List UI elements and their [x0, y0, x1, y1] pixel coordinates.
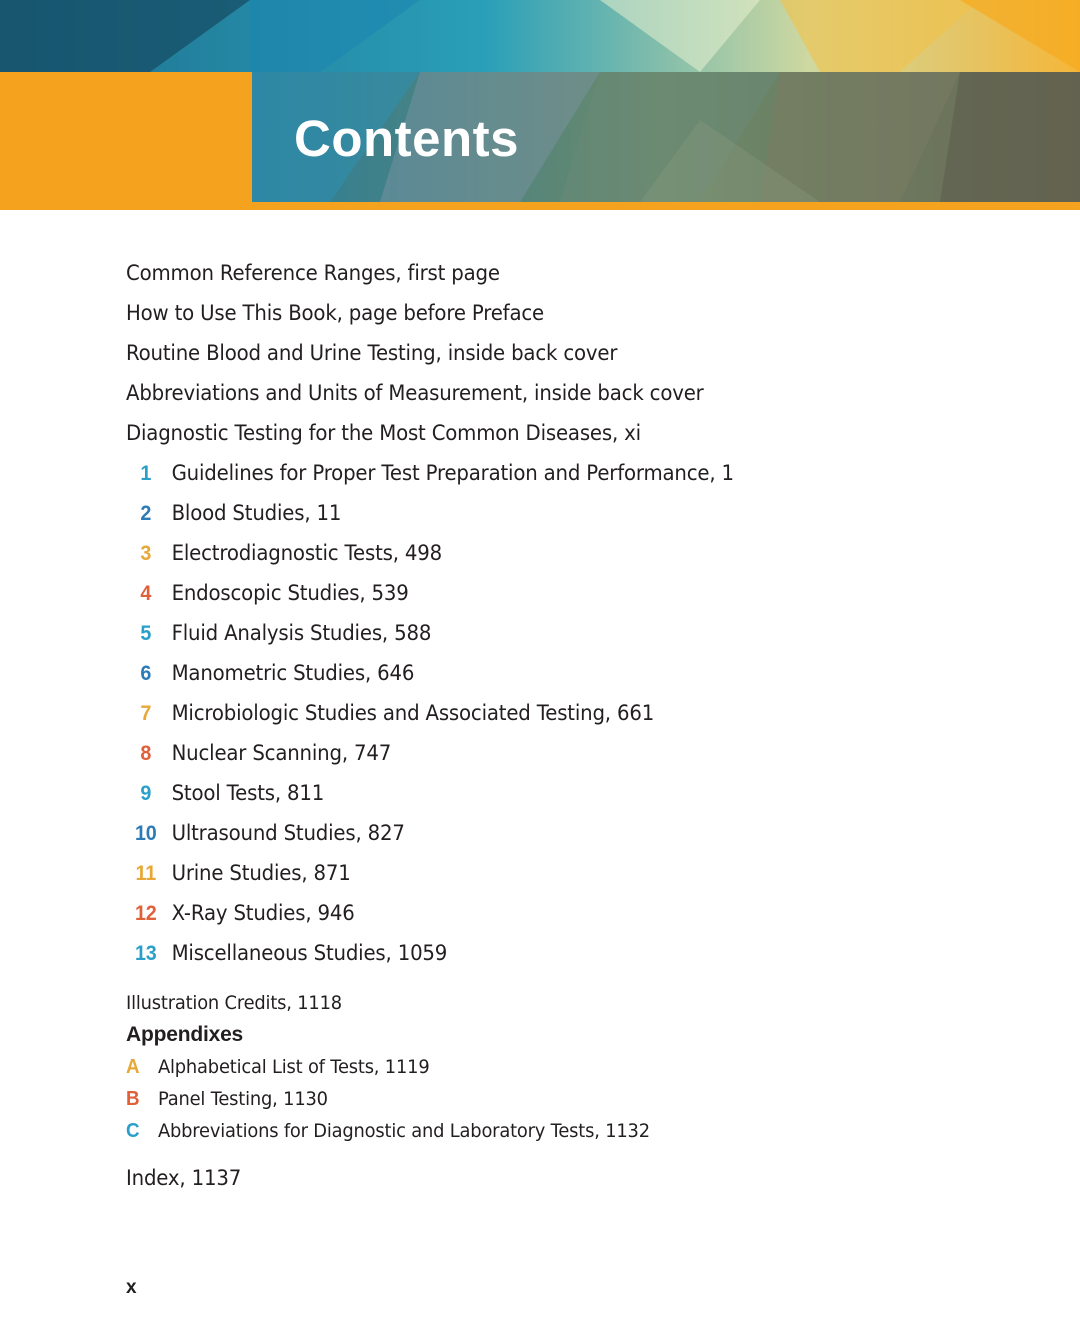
- chapter-number: 10: [134, 822, 157, 845]
- toc-entry-reference-ranges[interactable]: Common Reference Ranges, first page: [126, 261, 500, 285]
- page-number: x: [126, 1277, 137, 1298]
- toc-entry-diagnostic-testing[interactable]: Diagnostic Testing for the Most Common Diseases, xi: [126, 421, 641, 445]
- chapter-entry[interactable]: [126, 898, 355, 929]
- chapter-title: Microbiologic Studies and Associated Testing, 661: [171, 701, 655, 725]
- chapter-title: Miscellaneous Studies, 1059: [171, 941, 448, 965]
- appendix-title: Abbreviations for Diagnostic and Laboratory Tests, 1132: [157, 1120, 650, 1142]
- chapter-title: Nuclear Scanning, 747: [171, 741, 392, 765]
- toc-entry-index[interactable]: Index, 1137: [126, 1166, 242, 1190]
- header-banner: [0, 0, 1080, 210]
- chapter-number: 9: [140, 782, 152, 805]
- chapter-title: Manometric Studies, 646: [171, 661, 415, 685]
- page-title: Contents: [294, 110, 519, 167]
- chapter-title: Blood Studies, 11: [171, 501, 342, 525]
- chapter-title: Urine Studies, 871: [171, 861, 351, 885]
- chapter-number: 3: [140, 542, 152, 565]
- toc-entry-illustration-credits[interactable]: Illustration Credits, 1118: [126, 992, 342, 1014]
- banner-graphic: [0, 0, 1080, 210]
- chapter-entry[interactable]: [126, 658, 414, 689]
- appendix-letter: B: [126, 1088, 140, 1110]
- appendix-entry[interactable]: [126, 1052, 430, 1082]
- chapter-title: Stool Tests, 811: [171, 781, 325, 805]
- chapter-entry[interactable]: [126, 778, 324, 809]
- chapter-entry[interactable]: [126, 738, 391, 769]
- chapter-entry[interactable]: [126, 618, 431, 649]
- appendixes-heading: Appendixes: [126, 1023, 244, 1046]
- chapter-entry[interactable]: [126, 498, 341, 529]
- chapter-title: Ultrasound Studies, 827: [171, 821, 405, 845]
- appendix-letter: A: [126, 1056, 140, 1078]
- chapter-title: Guidelines for Proper Test Preparation and Performance, 1: [171, 461, 734, 485]
- chapter-title: Endoscopic Studies, 539: [171, 581, 409, 605]
- appendix-entry[interactable]: [126, 1116, 650, 1146]
- chapter-title: Electrodiagnostic Tests, 498: [171, 541, 443, 565]
- chapter-number: 13: [134, 942, 157, 965]
- chapter-number: 5: [140, 622, 152, 645]
- chapter-title: X-Ray Studies, 946: [171, 901, 355, 925]
- chapter-number: 6: [140, 662, 152, 685]
- chapter-number: 12: [134, 902, 157, 925]
- chapter-entry[interactable]: [126, 458, 734, 489]
- chapter-entry[interactable]: [126, 698, 654, 729]
- appendix-title: Alphabetical List of Tests, 1119: [157, 1056, 430, 1078]
- chapter-number: 2: [140, 502, 152, 525]
- chapter-number: 7: [140, 702, 152, 725]
- chapter-entry[interactable]: [126, 818, 405, 849]
- chapter-entry[interactable]: [126, 538, 442, 569]
- appendix-title: Panel Testing, 1130: [157, 1088, 328, 1110]
- chapter-number: 1: [140, 462, 152, 485]
- chapter-entry[interactable]: [126, 938, 447, 969]
- chapter-entry[interactable]: [126, 578, 409, 609]
- appendix-letter: C: [126, 1120, 140, 1142]
- chapter-number: 11: [135, 862, 156, 885]
- chapter-number: 4: [140, 582, 152, 605]
- toc-entry-how-to-use[interactable]: How to Use This Book, page before Preface: [126, 301, 544, 325]
- chapter-entry[interactable]: [126, 858, 351, 889]
- toc-entry-routine-testing[interactable]: Routine Blood and Urine Testing, inside back cover: [126, 341, 618, 365]
- chapter-number: 8: [140, 742, 152, 765]
- chapter-title: Fluid Analysis Studies, 588: [171, 621, 432, 645]
- appendix-entry[interactable]: [126, 1084, 328, 1114]
- toc-entry-abbreviations[interactable]: Abbreviations and Units of Measurement, inside back cover: [126, 381, 704, 405]
